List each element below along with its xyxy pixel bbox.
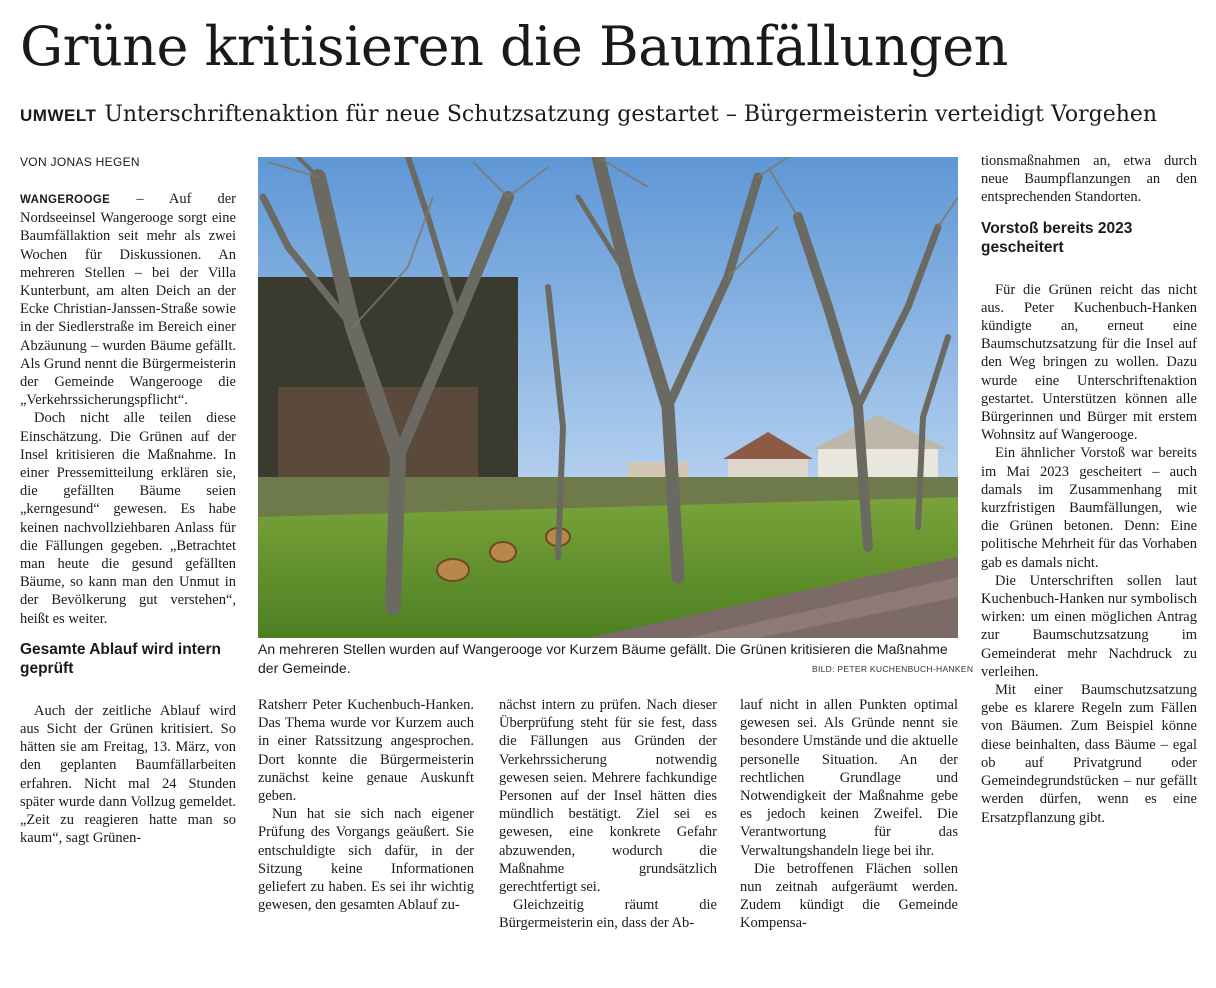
paragraph: [20, 190, 236, 409]
article-photo: [258, 157, 958, 638]
photo-caption: An mehreren Stellen wurden auf Wangerooge vor Kurzem Bäume gefällt. Die Grünen kritisieren die Maßnahme der Gemeinde.: [258, 641, 948, 676]
paragraph: Ein ähnlicher Vorstoß war bereits im Mai 2023 gescheitert – auch damals im Zusammenhang mit kurzfristigen Baumfällungen, wie die Grünen betonen. Denn: Eine politische Mehrheit für das Vorhaben gab es damals nicht.: [981, 445, 1197, 571]
section-subhead: Vorstoß bereits 2023 gescheitert: [981, 219, 1133, 256]
dateline: WANGEROOGE: [20, 194, 111, 206]
trees-photo: [258, 157, 958, 638]
paragraph: nächst intern zu prüfen. Nach dieser Überprüfung steht für sie fest, dass die Fällungen aus Gründen der Verkehrssicherung notwendig gewesen seien. Mehrere fachkundige Personen auf der Insel hätten dies mündlich bestätigt. Ziel sei es gewesen, eine konkrete Gefahr abzuwenden, wodurch die Maßnahme grundsätzlich gerechtfertigt sei.: [499, 697, 717, 896]
paragraph: Auch der zeitliche Ablauf wird aus Sicht der Grünen kritisiert. So hätten sie am Freitag, 13. März, von den geplanten Baumfällarbeiten erfahren. Nicht mal 24 Stunden später wurde dann Vollzug gemeldet. „Zeit zu reagieren hatte man so kaum“, sagt Grünen-: [20, 702, 236, 847]
paragraph: Die betroffenen Flächen sollen nun zeitnah aufgeräumt werden. Zudem kündigt die Gemeinde Kompensa-: [740, 860, 958, 932]
paragraph-text: – Auf der Nordseeinsel Wangerooge sorgt eine Baumfällaktion seit mehr als zwei Wochen für Diskussionen. An mehreren Stellen – bei der Villa Kunterbunt, am alten Deich an der Ecke Christian-Janssen-Straße sowie in der Siedlerstraße im Bereich einer Abzäunung – wurden Bäume gefällt. Als Grund nennt die Bürgermeisterin der Gemeinde Wangerooge die „Verkehrssicherungspflicht“.: [20, 191, 236, 409]
paragraph: Für die Grünen reicht das nicht aus. Peter Kuchenbuch-Hanken kündigte an, erneut eine Baumschutzsatzung für die Insel auf den Weg bringen zu wollen. Dazu wurde eine Unterschriftenaktion gestartet. Unterstützen können alle Bürgerinnen und Bürger mit erstem Wohnsitz auf Wangerooge.: [981, 281, 1197, 444]
section-subhead: Gesamte Ablauf wird intern geprüft: [20, 640, 221, 677]
subheadline: [20, 100, 1157, 131]
article-column-4: [740, 696, 958, 933]
paragraph: Die Unterschriften sollen laut Kuchenbuch-Hanken nur symbolisch wirken: um einen möglichen Antrag zur Baumschutzsatzung im Gemeinderat mehr Nachdruck zu verleihen.: [981, 572, 1197, 680]
subheadline-text: Unterschriftenaktion für neue Schutzsatzung gestartet – Bürgermeisterin verteidigt Vorgehen: [104, 102, 1158, 127]
article-column-1: [20, 190, 236, 848]
paragraph: Doch nicht alle teilen diese Einschätzung. Die Grünen auf der Insel kritisieren die Maßnahme. In einer Pressemitteilung erklären sie, die gefällten Bäume seien „kerngesund“ gewesen. Es habe keinen nachvollziehbaren Anlass für die Fällungen gegeben. „Betrachtet man heute die gesund gefällten Bäume, so kann man den Unmut in der Bevölkerung gut verstehen“, heißt es weiter.: [20, 410, 236, 627]
photo-credit: BILD: PETER KUCHENBUCH-HANKEN: [812, 664, 974, 674]
article-column-3: [499, 696, 717, 933]
paragraph: tionsmaßnahmen an, etwa durch neue Baumpflanzungen an den entsprechenden Standorten.: [981, 153, 1197, 206]
paragraph: Gleichzeitig räumt die Bürgermeisterin ein, dass der Ab-: [499, 897, 717, 932]
kicker: UMWELT: [20, 106, 97, 125]
paragraph: Nun hat sie sich nach eigener Prüfung des Vorgangs geäußert. Sie entschuldigte sich dafür, in der Sitzung keine Informationen geliefert zu haben. Es sei ihr wichtig gewesen, den gesamten Ablauf zu-: [258, 806, 474, 914]
headline: Grüne kritisieren die Baumfällungen: [20, 15, 1008, 78]
paragraph: Mit einer Baumschutzsatzung gebe es klarere Regeln zum Fällen von Bäumen. Zum Beispiel könne diese beinhalten, dass Bäume – egal ob auf Privatgrund oder Gemeindegrundstücken – nur gefällt werden dürfen, wenn es eine Ersatzpflanzung gibt.: [981, 682, 1197, 826]
paragraph: Ratsherr Peter Kuchenbuch-Hanken. Das Thema wurde vor Kurzem auch in einer Ratssitzung angesprochen. Dort konnte die Bürgermeisterin zunächst keine genaue Auskunft geben.: [258, 697, 474, 805]
byline: VON JONAS HEGEN: [20, 155, 140, 169]
article-column-5: [981, 152, 1197, 827]
paragraph: lauf nicht in allen Punkten optimal gewesen sei. Als Gründe nennt sie besondere Umstände und die aktuelle personelle Situation. An der rechtlichen Grundlage und Notwendigkeit der Maßnahme gebe es jedoch keinen Zweifel. Die Verantwortung für das Verwaltungshandeln liege bei ihr.: [740, 697, 958, 859]
article-column-2: [258, 696, 474, 914]
